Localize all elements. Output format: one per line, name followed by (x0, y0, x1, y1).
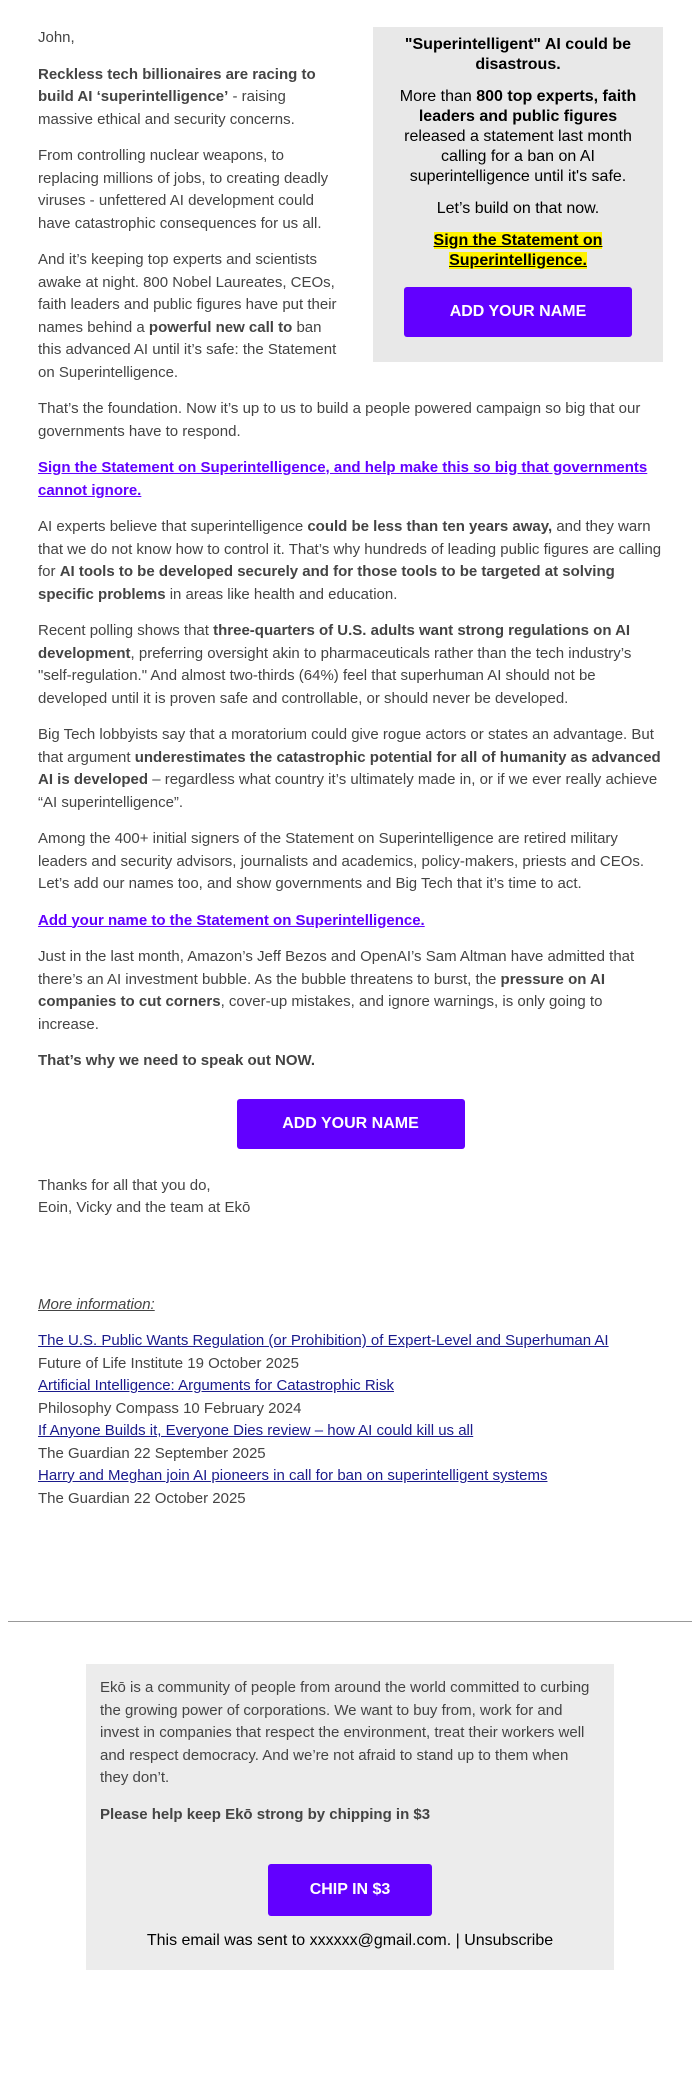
foundation-paragraph: That’s the foundation. Now it’s up to us to build a people powered campaign so big that our governments have to respond. (38, 400, 641, 440)
callout-title: "Superintelligent" AI could be disastrous. (404, 36, 632, 73)
polling-paragraph: Recent polling shows that three-quarters of U.S. adults want strong regulations on AI development, preferring oversight akin to pharmaceuticals rather than the tech industry’s "self-regulation." And almost two-thirds (64%) feel that superhuman AI should not be developed until it is proven safe and controllable, or should never be developed. (38, 622, 632, 707)
signers-paragraph: Among the 400+ initial signers of the Statement on Superintelligence are retired military leaders and security advisors, journalists and academics, policy-makers, priests and CEOs. Let’s add our names too, and show governments and Big Tech that it’s time to act. (38, 830, 645, 892)
callout-sign-link[interactable]: Sign the Statement on Superintelligence. (433, 232, 603, 269)
callout-text: More than 800 top experts, faith leaders and public figures released a statement last month calling for a ban on AI superintelligence until it's safe. (399, 88, 637, 185)
sign-statement-link[interactable]: Sign the Statement on Superintelligence, and help make this so big that governments cannot ignore. (38, 459, 648, 499)
chip-in-ask: Please help keep Ekō strong by chipping in $3 (100, 1805, 431, 1823)
bubble-paragraph: Just in the last month, Amazon’s Jeff Bezos and OpenAI’s Sam Altman have admitted that there’s an AI investment bubble. As the bubble threatens to burst, the pressure on AI companies to cut corners, cover-up mistakes, and ignore warnings, is only going to increase. (38, 948, 635, 1033)
footer-box (86, 1664, 614, 1970)
intro-paragraph-2: From controlling nuclear weapons, to replacing millions of jobs, to creating deadly viruses - unfettered AI development could have catastrophic consequences for us all. (38, 147, 329, 232)
reference-link[interactable]: The U.S. Public Wants Regulation (or Prohibition) of Expert-Level and Superhuman AI (38, 1332, 609, 1349)
bigtech-paragraph: Big Tech lobbyists say that a moratorium could give rogue actors or states an advantage. But that argument underestimates the catastrophic potential for all of humanity as advanced AI is developed – regardless what country it’s ultimately made in, or if we ever really achieve “AI superintelligence”. (38, 726, 661, 811)
add-your-name-button[interactable]: ADD YOUR NAME (237, 1099, 465, 1149)
reference-link[interactable]: Harry and Meghan join AI pioneers in call for ban on superintelligent systems (38, 1467, 548, 1484)
reference-link[interactable]: Artificial Intelligence: Arguments for Catastrophic Risk (38, 1377, 394, 1394)
references-list (38, 1330, 663, 1510)
footer-divider (8, 1621, 692, 1622)
email-body (38, 27, 663, 1510)
thanks-line: Thanks for all that you do, (38, 1176, 211, 1194)
signature (38, 1175, 663, 1220)
sent-to-line: This email was sent to xxxxxx@gmail.com. | Unsubscribe (146, 1932, 554, 1949)
add-name-link[interactable]: Add your name to the Statement on Superintelligence. (38, 911, 425, 929)
reference-link[interactable]: If Anyone Builds it, Everyone Dies review – how AI could kill us all (38, 1422, 474, 1439)
callout-add-name-button[interactable]: ADD YOUR NAME (404, 287, 632, 337)
reference-source: Philosophy Compass 10 February 2024 (38, 1399, 302, 1417)
greeting: John, (38, 29, 75, 46)
signoff-line: Eoin, Vicky and the team at Ekō (38, 1199, 251, 1216)
reference-source: Future of Life Institute 19 October 2025 (38, 1354, 299, 1372)
speak-out-now: That’s why we need to speak out NOW. (38, 1052, 315, 1069)
main-cta (38, 1099, 663, 1149)
unsubscribe-link[interactable]: Unsubscribe (464, 1932, 554, 1949)
callout-build-text: Let’s build on that now. (436, 200, 600, 217)
experts-paragraph: AI experts believe that superintelligence could be less than ten years away, and they warn that we do not know how to control it. That’s why hundreds of leading public figures are calling for AI tools to be developed securely and for those tools to be targeted at solving specific problems in areas like health and education. (38, 518, 662, 603)
intro-paragraph-1: Reckless tech billionaires are racing to build AI ‘superintelligence’ - raising massive ethical and security concerns. (38, 65, 316, 128)
reference-source: The Guardian 22 September 2025 (38, 1444, 266, 1462)
chip-in-cta (100, 1864, 600, 1916)
chip-in-button[interactable]: CHIP IN $3 (268, 1864, 432, 1916)
reference-source: The Guardian 22 October 2025 (38, 1489, 246, 1507)
intro-paragraph-3: And it’s keeping top experts and scientists awake at night. 800 Nobel Laureates, CEOs, faith leaders and public figures have put their names behind a powerful new call to ban this advanced AI until it’s safe: the Statement on Superintelligence. (38, 251, 337, 381)
about-eko: Ekō is a community of people from around the world committed to curbing the growing power of corporations. We want to buy from, work for and invest in companies that respect the environment, treat their workers well and respect democracy. And we’re not afraid to stand up to them when they don’t. (100, 1679, 590, 1786)
more-info-title: More information: (38, 1295, 155, 1313)
intro-column (38, 64, 343, 385)
